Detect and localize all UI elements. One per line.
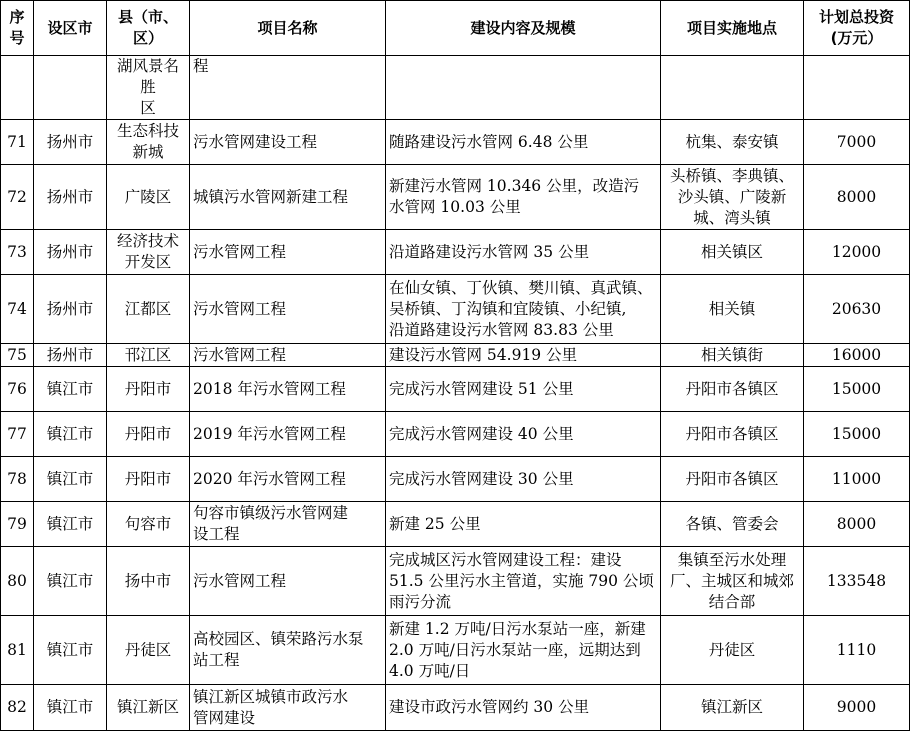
row-investment: 20630 xyxy=(804,275,910,344)
row-no xyxy=(1,56,34,120)
row-city: 镇江市 xyxy=(34,367,107,412)
row-investment: 15000 xyxy=(804,412,910,457)
row-county: 湖风景名胜 区 xyxy=(107,56,190,120)
row-location: 头桥镇、李典镇、 沙头镇、广陵新 城、湾头镇 xyxy=(661,165,804,230)
row-county: 江都区 xyxy=(107,275,190,344)
table-row xyxy=(1,120,910,165)
row-location xyxy=(661,56,804,120)
row-project-name: 2019 年污水管网工程 xyxy=(190,412,386,457)
row-city: 镇江市 xyxy=(34,616,107,685)
table-row xyxy=(1,56,910,120)
row-no: 78 xyxy=(1,457,34,502)
row-city: 镇江市 xyxy=(34,685,107,731)
row-investment: 16000 xyxy=(804,344,910,367)
row-no: 75 xyxy=(1,344,34,367)
row-no: 77 xyxy=(1,412,34,457)
row-investment: 11000 xyxy=(804,457,910,502)
row-city: 镇江市 xyxy=(34,412,107,457)
row-investment: 15000 xyxy=(804,367,910,412)
row-county: 扬中市 xyxy=(107,547,190,616)
row-location: 相关镇区 xyxy=(661,230,804,275)
header-city: 设区市 xyxy=(34,1,107,56)
row-investment: 8000 xyxy=(804,165,910,230)
row-county: 句容市 xyxy=(107,502,190,547)
row-no: 71 xyxy=(1,120,34,165)
row-project-name: 污水管网工程 xyxy=(190,547,386,616)
row-county: 丹阳市 xyxy=(107,412,190,457)
row-content: 完成污水管网建设 30 公里 xyxy=(386,457,661,502)
row-project-name: 句容市镇级污水管网建 设工程 xyxy=(190,502,386,547)
table-row xyxy=(1,457,910,502)
row-project-name: 城镇污水管网新建工程 xyxy=(190,165,386,230)
row-investment: 1110 xyxy=(804,616,910,685)
row-content: 新建污水管网 10.346 公里，改造污 水管网 10.03 公里 xyxy=(386,165,661,230)
row-investment: 7000 xyxy=(804,120,910,165)
row-city: 扬州市 xyxy=(34,165,107,230)
row-location: 镇江新区 xyxy=(661,685,804,731)
row-city: 镇江市 xyxy=(34,457,107,502)
row-location: 相关镇 xyxy=(661,275,804,344)
table-row xyxy=(1,412,910,457)
row-no: 82 xyxy=(1,685,34,731)
table-row xyxy=(1,547,910,616)
row-no: 74 xyxy=(1,275,34,344)
row-county: 邗江区 xyxy=(107,344,190,367)
row-county: 丹阳市 xyxy=(107,457,190,502)
row-no: 79 xyxy=(1,502,34,547)
row-county: 广陵区 xyxy=(107,165,190,230)
table-row xyxy=(1,367,910,412)
row-content xyxy=(386,56,661,120)
row-project-name: 2018 年污水管网工程 xyxy=(190,367,386,412)
row-location: 丹阳市各镇区 xyxy=(661,367,804,412)
row-location: 集镇至污水处理 厂、主城区和城郊 结合部 xyxy=(661,547,804,616)
row-project-name: 污水管网建设工程 xyxy=(190,120,386,165)
row-project-name: 镇江新区城镇市政污水 管网建设 xyxy=(190,685,386,731)
row-city: 扬州市 xyxy=(34,344,107,367)
row-city: 扬州市 xyxy=(34,275,107,344)
row-project-name: 污水管网工程 xyxy=(190,344,386,367)
row-content: 随路建设污水管网 6.48 公里 xyxy=(386,120,661,165)
table-body xyxy=(1,56,910,731)
row-no: 73 xyxy=(1,230,34,275)
row-content: 建设市政污水管网约 30 公里 xyxy=(386,685,661,731)
table-row xyxy=(1,616,910,685)
row-project-name: 程 xyxy=(190,56,386,120)
row-investment xyxy=(804,56,910,120)
header-row xyxy=(1,1,910,56)
header-investment: 计划总投资 (万元） xyxy=(804,1,910,56)
row-no: 81 xyxy=(1,616,34,685)
row-content: 新建 25 公里 xyxy=(386,502,661,547)
row-investment: 8000 xyxy=(804,502,910,547)
row-city: 扬州市 xyxy=(34,230,107,275)
row-content: 完成污水管网建设 40 公里 xyxy=(386,412,661,457)
table-row xyxy=(1,344,910,367)
row-city: 镇江市 xyxy=(34,547,107,616)
row-investment: 12000 xyxy=(804,230,910,275)
row-location: 丹阳市各镇区 xyxy=(661,457,804,502)
row-project-name: 高校园区、镇荣路污水泵 站工程 xyxy=(190,616,386,685)
row-county: 经济技术 开发区 xyxy=(107,230,190,275)
header-content: 建设内容及规模 xyxy=(386,1,661,56)
table-row xyxy=(1,165,910,230)
row-location: 各镇、管委会 xyxy=(661,502,804,547)
header-project-name: 项目名称 xyxy=(190,1,386,56)
row-project-name: 污水管网工程 xyxy=(190,230,386,275)
row-content: 完成城区污水管网建设工程：建设 51.5 公里污水主管道，实施 790 公顷 雨污分流 xyxy=(386,547,661,616)
row-city: 扬州市 xyxy=(34,120,107,165)
row-location: 杭集、泰安镇 xyxy=(661,120,804,165)
row-location: 丹阳市各镇区 xyxy=(661,412,804,457)
row-project-name: 2020 年污水管网工程 xyxy=(190,457,386,502)
row-investment: 133548 xyxy=(804,547,910,616)
table-row xyxy=(1,502,910,547)
row-content: 完成污水管网建设 51 公里 xyxy=(386,367,661,412)
row-no: 72 xyxy=(1,165,34,230)
row-content: 在仙女镇、丁伙镇、樊川镇、真武镇、 吴桥镇、丁沟镇和宜陵镇、小纪镇, 沿道路建设污水管网 83.83 公里 xyxy=(386,275,661,344)
row-county: 镇江新区 xyxy=(107,685,190,731)
row-content: 建设污水管网 54.919 公里 xyxy=(386,344,661,367)
table-row xyxy=(1,275,910,344)
row-no: 80 xyxy=(1,547,34,616)
row-no: 76 xyxy=(1,367,34,412)
table-row xyxy=(1,230,910,275)
row-location: 相关镇街 xyxy=(661,344,804,367)
row-project-name: 污水管网工程 xyxy=(190,275,386,344)
header-county: 县（市、 区） xyxy=(107,1,190,56)
header-no: 序 号 xyxy=(1,1,34,56)
row-content: 沿道路建设污水管网 35 公里 xyxy=(386,230,661,275)
row-county: 生态科技 新城 xyxy=(107,120,190,165)
header-location: 项目实施地点 xyxy=(661,1,804,56)
row-county: 丹阳市 xyxy=(107,367,190,412)
table-row xyxy=(1,685,910,731)
row-content: 新建 1.2 万吨/日污水泵站一座，新建 2.0 万吨/日污水泵站一座，远期达到 4.0 万吨/日 xyxy=(386,616,661,685)
row-county: 丹徒区 xyxy=(107,616,190,685)
row-location: 丹徒区 xyxy=(661,616,804,685)
row-investment: 9000 xyxy=(804,685,910,731)
row-city xyxy=(34,56,107,120)
row-city: 镇江市 xyxy=(34,502,107,547)
